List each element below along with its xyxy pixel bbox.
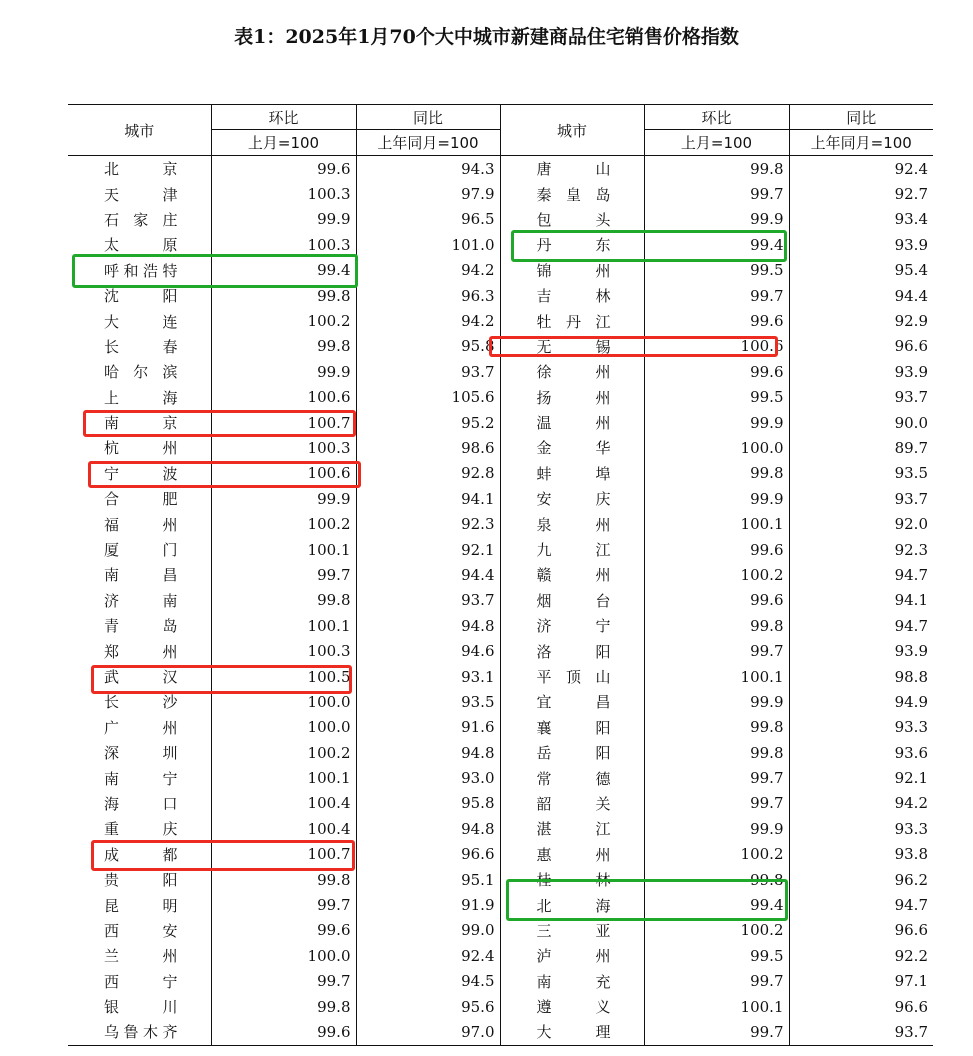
- table-row: [68, 410, 933, 435]
- cell-yoy-left: 101.0: [356, 232, 500, 257]
- cell-city-right: 南充: [500, 969, 644, 994]
- header-yoy-base-left: 上年同月=100: [356, 130, 500, 156]
- cell-mom-right: 99.7: [644, 765, 789, 790]
- cell-yoy-right: 89.7: [789, 435, 933, 460]
- cell-mom-right: 100.2: [644, 842, 789, 867]
- cell-yoy-right: 93.9: [789, 232, 933, 257]
- cell-mom-right: 99.7: [644, 1019, 789, 1045]
- cell-mom-right: 100.1: [644, 994, 789, 1019]
- cell-mom-left: 100.5: [211, 664, 356, 689]
- cell-yoy-left: 95.8: [356, 334, 500, 359]
- cell-yoy-right: 92.7: [789, 181, 933, 206]
- cell-yoy-left: 95.2: [356, 410, 500, 435]
- cell-city-right: 烟台: [500, 588, 644, 613]
- cell-mom-right: 100.2: [644, 562, 789, 587]
- cell-city-left: 西宁: [104, 972, 178, 991]
- cell-mom-left: 100.0: [211, 715, 356, 740]
- cell-mom-right: 100.0: [644, 435, 789, 460]
- cell-mom-left: 99.8: [211, 994, 356, 1019]
- cell-city-left: 大连: [104, 312, 178, 331]
- cell-yoy-left: 94.2: [356, 308, 500, 333]
- cell-yoy-left: 98.6: [356, 435, 500, 460]
- cell-yoy-left: 94.8: [356, 740, 500, 765]
- cell-mom-right: 100.6: [644, 334, 789, 359]
- cell-city-right: 金华: [500, 435, 644, 460]
- cell-mom-right: 100.1: [644, 511, 789, 536]
- cell-city-left: 昆明: [104, 896, 178, 915]
- cell-city-left: 合肥: [104, 490, 178, 509]
- table-row: [68, 359, 933, 384]
- cell-yoy-right: 93.9: [789, 359, 933, 384]
- cell-city-right: 济宁: [500, 613, 644, 638]
- cell-mom-right: 99.7: [644, 181, 789, 206]
- cell-mom-right: 99.6: [644, 308, 789, 333]
- cell-yoy-right: 93.7: [789, 1019, 933, 1045]
- cell-mom-right: 99.9: [644, 689, 789, 714]
- cell-mom-right: 99.4: [644, 892, 789, 917]
- cell-mom-left: 100.2: [211, 740, 356, 765]
- table-row: [68, 258, 933, 283]
- table-row: [68, 638, 933, 663]
- cell-mom-left: 100.1: [211, 613, 356, 638]
- cell-city-right: 三亚: [500, 918, 644, 943]
- cell-city-right: 秦皇岛: [500, 181, 644, 206]
- cell-yoy-left: 96.6: [356, 842, 500, 867]
- table-row: [68, 969, 933, 994]
- cell-city-left: 武汉: [104, 668, 178, 686]
- cell-city-right: 无锡: [500, 334, 644, 359]
- cell-mom-left: 100.7: [211, 842, 356, 867]
- table-row: [68, 486, 933, 511]
- table-row: [68, 156, 933, 182]
- cell-city-left: 长春: [104, 337, 178, 356]
- cell-yoy-right: 93.5: [789, 461, 933, 486]
- cell-yoy-left: 97.0: [356, 1019, 500, 1045]
- cell-mom-left: 99.9: [211, 359, 356, 384]
- table-row: [68, 842, 933, 867]
- cell-city-left: 福州: [104, 515, 178, 534]
- cell-yoy-right: 92.9: [789, 308, 933, 333]
- header-yoy-left: 同比: [356, 105, 500, 130]
- cell-mom-right: 99.4: [644, 232, 789, 257]
- cell-yoy-left: 95.1: [356, 867, 500, 892]
- table-title: 表1：2025年1月70个大中城市新建商品住宅销售价格指数: [234, 26, 739, 48]
- cell-city-left: 南宁: [104, 769, 178, 788]
- cell-mom-left: 99.6: [211, 1019, 356, 1045]
- header-mom-left: 环比: [211, 105, 356, 130]
- cell-yoy-left: 93.7: [356, 588, 500, 613]
- cell-city-right: 岳阳: [500, 740, 644, 765]
- cell-mom-right: 99.8: [644, 613, 789, 638]
- cell-yoy-left: 96.5: [356, 207, 500, 232]
- cell-mom-left: 100.0: [211, 689, 356, 714]
- cell-city-left: 沈阳: [104, 287, 178, 306]
- table-row: [68, 537, 933, 562]
- cell-yoy-left: 94.8: [356, 816, 500, 841]
- table-body: [68, 156, 933, 1046]
- cell-mom-right: 99.9: [644, 486, 789, 511]
- cell-yoy-right: 94.1: [789, 588, 933, 613]
- cell-city-left: 乌鲁木齐: [68, 1019, 211, 1045]
- cell-mom-right: 99.7: [644, 638, 789, 663]
- cell-mom-right: 99.8: [644, 156, 789, 182]
- cell-city-left: 南昌: [104, 566, 178, 585]
- cell-mom-right: 99.6: [644, 537, 789, 562]
- cell-yoy-right: 93.9: [789, 638, 933, 663]
- cell-mom-left: 100.2: [211, 511, 356, 536]
- cell-yoy-left: 94.2: [356, 258, 500, 283]
- cell-mom-left: 99.9: [211, 207, 356, 232]
- cell-city-left: 海口: [104, 794, 178, 813]
- cell-yoy-left: 93.0: [356, 765, 500, 790]
- cell-yoy-left: 94.4: [356, 562, 500, 587]
- cell-yoy-left: 93.5: [356, 689, 500, 714]
- cell-mom-right: 99.8: [644, 867, 789, 892]
- cell-mom-right: 99.6: [644, 359, 789, 384]
- cell-mom-left: 99.6: [211, 156, 356, 182]
- cell-city-right: 泸州: [500, 943, 644, 968]
- cell-city-right: 湛江: [500, 816, 644, 841]
- cell-mom-left: 100.7: [211, 410, 356, 435]
- cell-city-right: 安庆: [500, 486, 644, 511]
- cell-yoy-left: 92.3: [356, 511, 500, 536]
- table-row: [68, 334, 933, 359]
- cell-mom-right: 99.7: [644, 969, 789, 994]
- cell-mom-left: 100.3: [211, 232, 356, 257]
- cell-city-left: 哈尔滨: [104, 363, 178, 382]
- cell-yoy-right: 96.6: [789, 334, 933, 359]
- table-row: [68, 435, 933, 460]
- cell-city-left: 宁波: [104, 464, 178, 483]
- cell-yoy-left: 92.4: [356, 943, 500, 968]
- cell-city-left: 广州: [104, 718, 178, 737]
- cell-yoy-right: 96.6: [789, 918, 933, 943]
- cell-city-right: 常德: [500, 765, 644, 790]
- cell-city-left: 深圳: [104, 744, 178, 763]
- cell-city-left: 银川: [104, 998, 178, 1017]
- cell-yoy-right: 93.8: [789, 842, 933, 867]
- cell-mom-left: 100.3: [211, 435, 356, 460]
- cell-mom-right: 99.8: [644, 715, 789, 740]
- cell-yoy-right: 96.6: [789, 994, 933, 1019]
- price-index-table: [68, 104, 933, 1046]
- cell-yoy-left: 93.7: [356, 359, 500, 384]
- table-row: [68, 385, 933, 410]
- table-row: [68, 588, 933, 613]
- cell-city-left: 成都: [104, 845, 178, 864]
- table-row: [68, 791, 933, 816]
- cell-yoy-right: 94.7: [789, 613, 933, 638]
- table-row: [68, 715, 933, 740]
- cell-city-right: 牡丹江: [500, 308, 644, 333]
- table-row: [68, 765, 933, 790]
- cell-yoy-left: 91.9: [356, 892, 500, 917]
- cell-mom-right: 99.8: [644, 740, 789, 765]
- cell-yoy-right: 94.7: [789, 892, 933, 917]
- cell-mom-left: 99.7: [211, 969, 356, 994]
- cell-mom-left: 99.8: [211, 867, 356, 892]
- cell-yoy-right: 94.9: [789, 689, 933, 714]
- cell-mom-right: 99.5: [644, 943, 789, 968]
- header-mom-right: 环比: [644, 105, 789, 130]
- table-row: [68, 308, 933, 333]
- cell-city-right: 赣州: [500, 562, 644, 587]
- cell-yoy-left: 94.3: [356, 156, 500, 182]
- cell-city-right: 吉林: [500, 283, 644, 308]
- cell-mom-right: 99.7: [644, 283, 789, 308]
- cell-mom-left: 100.6: [211, 461, 356, 486]
- cell-city-right: 唐山: [500, 156, 644, 182]
- cell-yoy-left: 95.6: [356, 994, 500, 1019]
- cell-mom-left: 99.8: [211, 588, 356, 613]
- cell-mom-right: 99.6: [644, 588, 789, 613]
- cell-yoy-left: 94.6: [356, 638, 500, 663]
- table-row: [68, 994, 933, 1019]
- cell-city-right: 平顶山: [500, 664, 644, 689]
- table-row: [68, 943, 933, 968]
- table-row: [68, 892, 933, 917]
- cell-yoy-right: 94.7: [789, 562, 933, 587]
- cell-city-right: 丹东: [500, 232, 644, 257]
- cell-city-right: 襄阳: [500, 715, 644, 740]
- table-row: [68, 867, 933, 892]
- cell-city-left: 上海: [104, 388, 178, 407]
- header-mom-base-left: 上月=100: [211, 130, 356, 156]
- table-row: [68, 740, 933, 765]
- cell-yoy-right: 93.6: [789, 740, 933, 765]
- cell-yoy-right: 93.3: [789, 715, 933, 740]
- cell-yoy-right: 92.4: [789, 156, 933, 182]
- cell-city-left: 北京: [104, 160, 178, 179]
- table-row: [68, 181, 933, 206]
- cell-city-left: 厦门: [104, 541, 178, 560]
- table-row: [68, 689, 933, 714]
- cell-city-left: 济南: [104, 591, 178, 610]
- cell-city-right: 徐州: [500, 359, 644, 384]
- cell-city-right: 桂林: [500, 867, 644, 892]
- cell-city-left: 呼和浩特: [104, 261, 178, 280]
- cell-mom-right: 99.5: [644, 385, 789, 410]
- cell-yoy-left: 94.8: [356, 613, 500, 638]
- cell-mom-left: 99.8: [211, 283, 356, 308]
- cell-yoy-left: 105.6: [356, 385, 500, 410]
- cell-yoy-left: 94.1: [356, 486, 500, 511]
- cell-mom-left: 100.1: [211, 537, 356, 562]
- cell-city-left: 兰州: [104, 947, 178, 966]
- cell-yoy-left: 92.8: [356, 461, 500, 486]
- header-city-right: 城市: [500, 105, 644, 156]
- cell-city-right: 扬州: [500, 385, 644, 410]
- cell-yoy-left: 93.1: [356, 664, 500, 689]
- cell-city-right: 北海: [500, 892, 644, 917]
- cell-yoy-right: 93.7: [789, 385, 933, 410]
- cell-yoy-right: 96.2: [789, 867, 933, 892]
- cell-mom-right: 99.5: [644, 258, 789, 283]
- cell-mom-right: 99.9: [644, 207, 789, 232]
- cell-city-right: 惠州: [500, 842, 644, 867]
- cell-yoy-right: 94.4: [789, 283, 933, 308]
- table-row: [68, 511, 933, 536]
- cell-city-left: 西安: [104, 921, 178, 940]
- cell-yoy-right: 92.0: [789, 511, 933, 536]
- header-mom-base-right: 上月=100: [644, 130, 789, 156]
- table-row: [68, 207, 933, 232]
- cell-city-right: 韶关: [500, 791, 644, 816]
- cell-yoy-right: 92.2: [789, 943, 933, 968]
- cell-mom-left: 100.0: [211, 943, 356, 968]
- cell-yoy-right: 92.1: [789, 765, 933, 790]
- cell-mom-right: 100.1: [644, 664, 789, 689]
- cell-city-left: 郑州: [104, 642, 178, 661]
- header-yoy-right: 同比: [789, 105, 933, 130]
- header-yoy-base-right: 上年同月=100: [789, 130, 933, 156]
- cell-mom-left: 100.3: [211, 638, 356, 663]
- cell-mom-left: 99.8: [211, 334, 356, 359]
- cell-city-left: 天津: [104, 185, 178, 204]
- table-row: [68, 664, 933, 689]
- table-row: [68, 613, 933, 638]
- cell-mom-left: 99.6: [211, 918, 356, 943]
- cell-city-right: 大理: [500, 1019, 644, 1045]
- cell-mom-left: 99.9: [211, 486, 356, 511]
- cell-city-right: 九江: [500, 537, 644, 562]
- cell-yoy-left: 91.6: [356, 715, 500, 740]
- cell-mom-right: 99.9: [644, 816, 789, 841]
- cell-mom-left: 99.7: [211, 892, 356, 917]
- cell-mom-right: 99.7: [644, 791, 789, 816]
- table-row: [68, 562, 933, 587]
- cell-yoy-right: 95.4: [789, 258, 933, 283]
- cell-mom-left: 99.4: [211, 258, 356, 283]
- cell-yoy-right: 90.0: [789, 410, 933, 435]
- cell-city-left: 青岛: [104, 617, 178, 636]
- cell-yoy-right: 93.7: [789, 486, 933, 511]
- cell-yoy-right: 97.1: [789, 969, 933, 994]
- cell-yoy-left: 97.9: [356, 181, 500, 206]
- cell-yoy-right: 93.3: [789, 816, 933, 841]
- cell-city-right: 宜昌: [500, 689, 644, 714]
- cell-city-right: 泉州: [500, 511, 644, 536]
- cell-mom-left: 100.2: [211, 308, 356, 333]
- cell-city-right: 温州: [500, 410, 644, 435]
- cell-yoy-right: 92.3: [789, 537, 933, 562]
- table-row: [68, 283, 933, 308]
- cell-city-left: 重庆: [104, 820, 178, 839]
- table-row: [68, 816, 933, 841]
- cell-mom-left: 99.7: [211, 562, 356, 587]
- table-row: [68, 1019, 933, 1045]
- cell-yoy-left: 95.8: [356, 791, 500, 816]
- cell-city-left: 太原: [104, 236, 178, 255]
- cell-mom-right: 100.2: [644, 918, 789, 943]
- cell-city-right: 锦州: [500, 258, 644, 283]
- cell-yoy-right: 93.4: [789, 207, 933, 232]
- table-row: [68, 232, 933, 257]
- cell-mom-left: 100.3: [211, 181, 356, 206]
- header-city-left: 城市: [68, 105, 211, 156]
- cell-yoy-left: 99.0: [356, 918, 500, 943]
- cell-mom-left: 100.6: [211, 385, 356, 410]
- cell-yoy-right: 98.8: [789, 664, 933, 689]
- cell-mom-right: 99.9: [644, 410, 789, 435]
- cell-city-left: 贵阳: [104, 871, 178, 890]
- cell-yoy-left: 94.5: [356, 969, 500, 994]
- cell-mom-left: 100.1: [211, 765, 356, 790]
- table-row: [68, 461, 933, 486]
- cell-city-left: 石家庄: [104, 210, 178, 229]
- table-row: [68, 918, 933, 943]
- cell-mom-left: 100.4: [211, 791, 356, 816]
- cell-city-right: 包头: [500, 207, 644, 232]
- cell-mom-left: 100.4: [211, 816, 356, 841]
- cell-city-right: 洛阳: [500, 638, 644, 663]
- cell-yoy-left: 96.3: [356, 283, 500, 308]
- cell-city-left: 长沙: [104, 693, 178, 712]
- cell-city-right: 遵义: [500, 994, 644, 1019]
- cell-city-left: 杭州: [104, 439, 178, 458]
- cell-mom-right: 99.8: [644, 461, 789, 486]
- cell-yoy-left: 92.1: [356, 537, 500, 562]
- cell-city-right: 蚌埠: [500, 461, 644, 486]
- cell-city-left: 南京: [104, 414, 178, 433]
- cell-yoy-right: 94.2: [789, 791, 933, 816]
- table-header: [68, 105, 933, 156]
